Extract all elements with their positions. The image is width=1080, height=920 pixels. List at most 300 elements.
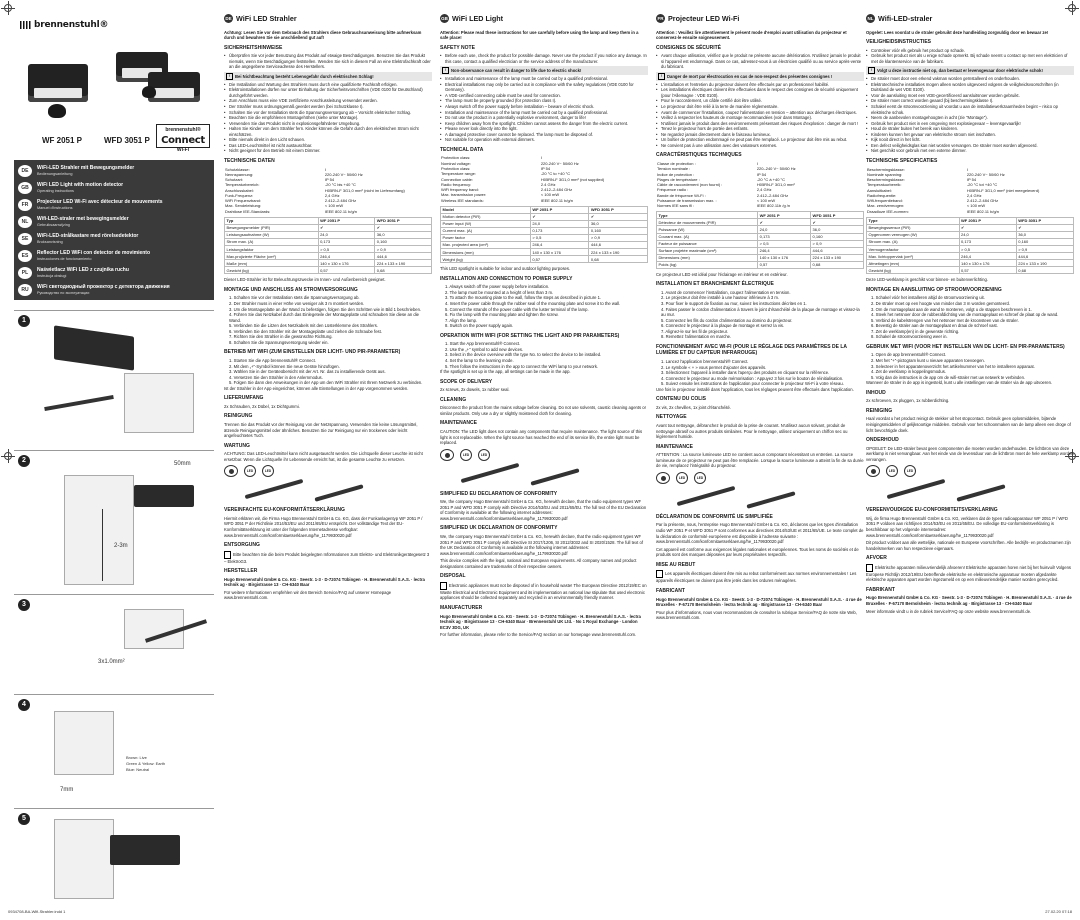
table-row: Radio frequency: 2.4 GHz bbox=[441, 181, 556, 187]
intro-text: Attention: Please read these instructions for use carefully before using the lamp and keep them in a safe place! bbox=[440, 29, 639, 41]
conformity-note: Dit product voldoet aan alle wettelijke, nationale en Europese voorschriften. Alle bedrijfs- en productnamen zijn handelsmerken van hun respectieve eigenaars. bbox=[866, 540, 1071, 551]
screwdriver-icon bbox=[461, 462, 520, 482]
screwdriver-icon bbox=[746, 491, 795, 509]
heading-maintenance: MAINTENANCE bbox=[656, 443, 693, 450]
list-item: 4. Zet de werklamp in koppelingsmodus. bbox=[871, 369, 946, 375]
wifi-steps bbox=[440, 341, 648, 369]
list-item: 5. Verbinden Sie die Litzen des Netzkabels mit den Lüsterklemme des Strahlers. bbox=[229, 323, 378, 329]
heading-uk-conformity: SIMPLIFIED UK DECLARATION OF CONFORMITY bbox=[440, 525, 558, 532]
safety-list-2 bbox=[440, 76, 648, 143]
list-item: • Voor de aansluiting moet een VDE-gecertificeerd aansluitsnoer worden gebruikt. bbox=[866, 93, 1074, 99]
list-item: 1. Start the App brennenstuhl® Connect. bbox=[445, 341, 521, 347]
manufacturer-address: Hugo Brennenstuhl GmbH & Co. KG · Seestr. 1-3 · D-72074 Tübingen · H. Brennenstuhl S.A.S. · 4 rue de Bruxelles · F-67170 Bernolsheim · lectra technik ag · Birgistrasse 13 · CH-6340 Baar bbox=[656, 596, 862, 608]
list-item: • Schakel eerst de stroomvoorziening uit voordat u aan de installatiewerkzaamheden begint – risico op elektrische schok. bbox=[866, 104, 1074, 115]
wifi-steps bbox=[656, 359, 864, 387]
step-number: 4 bbox=[18, 699, 30, 711]
cleaning-text: Trennen Sie das Produkt vor der Reinigung von der Netzspannung. Verwenden Sie keine Lösungsmittel, ätzende Reinigungsmittel oder ähnliches. Benutzen Sie zur Reinigung nur ein trockenes oder leicht angefeuchtetes Tuch. bbox=[224, 421, 418, 439]
warning-box: ! Volgt u deze instructie niet op, dan bestaat er levensgevaar door elektrische schok! bbox=[866, 66, 1074, 75]
diagram-step-1 bbox=[14, 310, 214, 448]
mounting-steps bbox=[656, 290, 864, 340]
disposal-text: Elektrische apparaten milieuvriendelijk afvoeren! Elektrische apparaten horen niet bij het huisvuil! Volgens Europese Richtlijn 2012/19/EU betreffende elektrische en elektronische apparatuur moeten afgedankte elektrische apparaten apart worden ingezameld en op een milieuvriendelijke manier worden gerecycled. bbox=[866, 564, 1071, 583]
list-item: 2. Use the „+" symbol to add new devices. bbox=[445, 346, 524, 352]
list-item: • N'utilisez jamais le produit dans des environnements présentant des risques d'explosion : danger de mort ! bbox=[656, 121, 864, 127]
wiring-box-image bbox=[54, 711, 114, 775]
list-item: • Die Installation und Wartung des Strahlers muss durch eine qualifizierte Fachkraft erfolgen. bbox=[224, 82, 432, 88]
table-row: Afmetingen (mm) 140 x 130 x 176 224 x 133 x 190 bbox=[867, 260, 1074, 267]
tools-image bbox=[224, 481, 432, 503]
manufacturer-address: Hugo Brennenstuhl GmbH & Co. KG · Seestr. 1-3 · D-72074 Tübingen · H. Brennenstuhl S.A.S. · lectra technik ag · Birgistrasse 13 · CH-6340 Baar bbox=[224, 576, 425, 588]
symbol-row bbox=[866, 465, 1074, 477]
list-item: 3. Sélectionnez l'appareil à installer dans l'aperçu des produits en cliquant sur la référence. bbox=[661, 370, 830, 376]
list-item: • Gebruik het product niet in een omgeving met explosiegevaar – levensgevaarlijk! bbox=[866, 121, 1074, 127]
language-title: Projecteur LED Wi-Fi avec détecteur de mouvements bbox=[37, 199, 163, 205]
list-item: • L'installation et l'entretien du projecteur doivent être effectués par un professionnel habilité. bbox=[656, 82, 864, 88]
model-label-wf2051: WF 2051 P bbox=[42, 136, 83, 145]
cable-spec-label: 3x1.0mm² bbox=[98, 659, 125, 665]
table-row: Classe de protection : I bbox=[657, 160, 758, 166]
table-row: Anschlusskabel: H05RN-F 3G1,0 mm² (nicht im Lieferumfang) bbox=[225, 187, 405, 193]
heading-mounting: MONTAGE EN AANSLUITING OP STROOMVOORZIENING bbox=[866, 286, 1002, 293]
wifi-steps bbox=[866, 352, 1074, 380]
list-item: • The lamp must be properly grounded (for protection class I). bbox=[440, 98, 648, 104]
heading-scope: INHOUD bbox=[866, 389, 886, 396]
language-title: WiFi светодиодный прожектор с детектора движения bbox=[37, 284, 170, 290]
list-item: 5. Suivez ensuite les instructions de l'application pour connecter le projecteur Wi-Fi à votre réseau. bbox=[661, 381, 844, 387]
list-item: 1. Open de app brennenstuhl® Connect. bbox=[871, 352, 947, 358]
screwdriver-icon bbox=[530, 468, 579, 486]
table-header-row: Typ WF 2051 P WFD 3051 P bbox=[225, 217, 432, 224]
table-row: Connection cable: H05RN-F 3G1,0 mm² (not supplied) bbox=[441, 176, 605, 182]
list-item: • Een defect veiligheidsglas kan niet worden vervangen. De straler moet worden afgevoerd. bbox=[866, 143, 1074, 149]
country-code-badge: DE bbox=[18, 165, 32, 177]
list-item: 1. Lancez l'application brennenstuhl® Connect. bbox=[661, 359, 749, 364]
list-item: 4. Versetzen Sie den Strahler in den Anlernmodus. bbox=[229, 374, 323, 380]
tech-data-table bbox=[224, 167, 432, 214]
list-item: • Electrical installations may only be carried out in compliance with the safety regulations (VDE 0100 for Germany). bbox=[440, 82, 648, 93]
list-item: • Ne regardez jamais directement dans le faisceau lumineux. bbox=[656, 132, 864, 138]
mounting-steps bbox=[224, 295, 432, 345]
wire-label-earth: Green & Yellow: Earth bbox=[126, 761, 166, 766]
lamp-symbol-icon bbox=[224, 465, 238, 477]
table-row: Opgenomen vermogen (W) 24,0 36,0 bbox=[867, 232, 1074, 239]
crop-mark-top-left bbox=[4, 4, 12, 12]
wall-image bbox=[54, 819, 114, 899]
list-item: • Überprüfen Sie vor jeder Benutzung das Produkt auf etwaige Beschädigungen. Benutzen Sie das Produkt niemals, wenn Sie Beschädigungen feststellen. Wenden Sie sich in diesem Fall an eine Elektrofachkraft oder an die angegebene Serviceadresse des Herstellers. bbox=[224, 53, 432, 70]
list-item: 8. Switch on the power supply again. bbox=[445, 323, 514, 329]
step-number: 2 bbox=[18, 455, 30, 467]
language-item-pl bbox=[18, 266, 214, 280]
list-item: 1. Avant de commencer l'installation, coupez l'alimentation en tension. bbox=[661, 289, 791, 295]
language-subtitle: Bedienungsanleitung bbox=[37, 171, 73, 176]
warning-box: ! Bei Nichtbeachtung besteht Lebensgefahr durch elektrischen Schlag! bbox=[224, 72, 432, 81]
table-row: Max. lichtopperviak (cm²) 246,4 444,6 bbox=[867, 253, 1074, 260]
screwdriver-icon bbox=[677, 486, 736, 506]
table-row: Surface projetée maximale (cm²) 246,4 444,6 bbox=[657, 247, 864, 254]
list-item: 4. Steek het netsnoer door de rubberafdichting van de montageplaat en schroef de plaat op de wand. bbox=[871, 312, 1059, 318]
heading-cleaning: REINIGUNG bbox=[224, 413, 253, 420]
list-item: • Avant chaque utilisation, vérifiez que le produit ne présente aucune détérioration. N'utilisez jamais le produit si l'appareil est endommagé. Dans ce cas, adressez-vous à un électricien qualifié ou au service après-vente du fabricant. bbox=[656, 53, 864, 70]
crossed-bin-icon bbox=[656, 570, 663, 578]
list-item: 3. Select in the device overview with the type No. to select the device to be installed. bbox=[445, 352, 602, 358]
crossed-bin-icon bbox=[866, 564, 873, 572]
table-row: Nennspannung: 220-240 V~ 50/60 Hz bbox=[225, 171, 363, 177]
heading-conformity: VEREINFACHTE EU-KONFORMITÄTSERKLÄRUNG bbox=[224, 507, 345, 514]
heading-mounting: MONTAGE UND ANSCHLUSS AN STROMVERSORGUNG bbox=[224, 286, 358, 293]
table-note: Deze LED-werklamp is geschikt voor binnen- en buitenverlichting. bbox=[866, 277, 988, 283]
list-item: • Controleer vóór elk gebruik het product op schade. bbox=[866, 48, 1074, 54]
country-code-badge: NL bbox=[867, 16, 874, 22]
heading-conformity: SIMPLIFIED EU DECLARATION OF CONFORMITY bbox=[440, 490, 558, 497]
intro-text: Attention : Veuillez lire attentivement le présent mode d'emploi avant utilisation du projecteur et conservez-le ensuite soigneusement. bbox=[656, 29, 847, 41]
language-subtitle: Instrucciones de funcionamiento bbox=[37, 256, 92, 261]
language-subtitle: Instrukcja obsługi bbox=[37, 273, 67, 278]
table-row: Dimensions (mm) 140 x 130 x 176 224 x 133 x 190 bbox=[657, 254, 864, 261]
led-replaceable-icon: LED bbox=[460, 449, 472, 461]
product-image bbox=[24, 46, 214, 153]
list-item: • A VDE-certified connecting cable must be used for connection. bbox=[440, 93, 648, 99]
language-item-ru bbox=[18, 283, 214, 297]
wifi-note: Une fois le projecteur installé dans l'application, tous les réglages peuvent être effectués dans l'application. bbox=[656, 386, 854, 392]
safety-list-2 bbox=[656, 82, 864, 149]
mounting-height-label: 2-3m bbox=[114, 543, 128, 549]
language-item-de bbox=[18, 164, 214, 178]
heading-tech: CARACTÉRISTIQUES TECHNIQUES bbox=[656, 152, 742, 159]
safety-list bbox=[866, 48, 1074, 65]
list-item: • Installation and maintenance of the lamp must be carried out by a qualified professional. bbox=[440, 110, 648, 116]
tools-image bbox=[440, 465, 648, 487]
table-row: WiFi Frequenzband: 2.412–2.484 GHz bbox=[225, 198, 357, 204]
country-code-badge: PL bbox=[18, 267, 32, 279]
table-row: Protection class: IP 54 bbox=[441, 165, 551, 171]
crop-mark-top-right bbox=[1068, 4, 1076, 12]
table-row: Max. projected area (cm²) 246,4 444,6 bbox=[441, 242, 648, 249]
table-row: Vermogensfactor > 0,5 > 0,9 bbox=[867, 246, 1074, 253]
brand-logo: brennenstuhl® bbox=[20, 20, 108, 32]
wifi-note: Wanneer de straler in de app is ingesteld, kunt u alle instellingen van de straler via de app uitvoeren. bbox=[866, 380, 1053, 386]
wifi-note: Ist der Strahler in der App eingerichtet, können alle Einstellungen in der App vorgenommen werden. bbox=[224, 385, 409, 391]
list-item: 2. Mit dem „+"-Symbol können Sie neue Geräte hinzufügen. bbox=[229, 363, 340, 369]
list-item: 7. Richten Sie den Strahler in die gewünschte Richtung. bbox=[229, 334, 333, 340]
language-subtitle: Руководство по эксплуатации bbox=[37, 290, 90, 295]
list-item: 5. Folgen Sie dann den Anweisungen in der App um den WiFi Strahler mit Ihrem Netzwerk zu verbinden. bbox=[229, 380, 423, 386]
model-comparison-table bbox=[656, 211, 864, 268]
dimension-label: 50mm bbox=[174, 461, 191, 467]
heading-wifi: BETRIEB MIT WIFI (ZUM EINSTELLEN DER LICHT- UND PIR-PARAMETER) bbox=[224, 349, 401, 356]
table-row: Bande de fréquence Wi-Fi : 2.412–2.484 GHz bbox=[657, 192, 789, 198]
wall-image bbox=[64, 475, 134, 585]
table-row: Protection class: I bbox=[441, 155, 542, 161]
list-item: • Always switch off the power supply before installation – beware of electric shock. bbox=[440, 104, 648, 110]
heading-wifi: FONCTIONNEMENT AVEC WI-FI (POUR LE RÉGLAGE DES PARAMÈTRES DE LA LUMIÈRE ET DU CAPTEUR INFRAROUGE) bbox=[656, 343, 847, 357]
wire-label-live: Brown: Live bbox=[126, 755, 147, 760]
tech-data-table bbox=[866, 167, 1074, 214]
heading-scope: SCOPE OF DELIVERY bbox=[440, 378, 493, 385]
scope-text: 2x screws, 2x dowels, 1x rubber seal. bbox=[440, 387, 510, 393]
list-item: • Verwenden Sie das Produkt nicht in explosionsgefährdeter Umgebung. bbox=[224, 121, 432, 127]
list-item: • Kinderen kunnen het gevaar van elektrische stroom niet inschatten. bbox=[866, 132, 1074, 138]
list-item: 3. Pour fixer le support de fixation au mur, suivez les instructions décrites en 1. bbox=[661, 300, 807, 306]
list-item: • Avant de commencer l'installation, coupez l'alimentation en tension – attention aux décharges électriques. bbox=[656, 110, 864, 116]
language-subtitle: Operating instructions bbox=[37, 188, 74, 193]
list-item: • Gebruik het product niet als u enige schade opmerkt. Bij schade neemt u contact op met een elektricien of met de klantenservice van de fabrikant. bbox=[866, 53, 1074, 64]
footer-timestamp: 27.02.20 07:18 bbox=[1045, 909, 1072, 914]
table-header-row: Type WF 2051 P WFD 3051 P bbox=[867, 217, 1074, 224]
screwdriver-icon bbox=[956, 484, 1005, 502]
list-item: • Halten Sie Kinder von dem Strahler fern. Kinder können die Gefahr durch den elektrischen Strom nicht einschätzen. bbox=[224, 126, 432, 137]
pir-sensor-icon bbox=[48, 104, 66, 118]
table-row: Temperature range: -20 °C to +40 °C bbox=[441, 171, 571, 177]
heading-manufacturer: HERSTELLER bbox=[224, 568, 258, 575]
list-item: • Zum Anschluss muss eine VDE zertifizierte Anschlussleitung verwendet werden. bbox=[224, 98, 432, 104]
table-row: Indice de protection : IP 54 bbox=[657, 171, 767, 177]
connect-badge: brennenstuhl® Connect Wi-Fi bbox=[156, 124, 210, 148]
heading-cleaning: REINIGING bbox=[866, 407, 893, 414]
language-subtitle: Gebruiksaanwijzing bbox=[37, 222, 70, 227]
table-row: Max. zendvermogen: < 100 mW bbox=[867, 203, 986, 209]
table-row: Tension nominale : 220–240 V~ 50/60 Hz bbox=[657, 166, 796, 172]
list-item: 5. Volg dan de instructies in de app om de wifi-straler met uw netwerk te verbinden. bbox=[871, 374, 1026, 380]
warning-box: ! Danger de mort par électrocution en cas de non-respect des présentes consignes ! bbox=[656, 72, 864, 81]
language-item-es bbox=[18, 249, 214, 263]
heading-scope: CONTENU DU COLIS bbox=[656, 396, 706, 403]
heading-wifi: OPERATION WITH WIFI (FOR SETTING THE LIGHT AND PIR PARAMETERS) bbox=[440, 332, 620, 339]
language-item-nl bbox=[18, 215, 214, 229]
heading-conformity: VEREENVOUDIGDE EU-CONFORMITEITSVERKLARING bbox=[866, 507, 998, 514]
list-item: • Le projecteur doit être relié à la terre de manière réglementaire. bbox=[656, 104, 864, 110]
disposal-text: Bitte beachten Sie die beim Produkt beigelegten Informationen zum Elektro- und Elektronikgerätegesetz 3 – ElektroG3. bbox=[224, 551, 430, 564]
country-code-badge: ES bbox=[18, 250, 32, 262]
heading-tech: TECHNICAL DATA bbox=[440, 146, 484, 153]
list-item: • Elektroinstallationen dürfen nur unter Einhaltung der Sicherheitsvorschriften (VDE 0100 für Deutschland) durchgeführt werden. bbox=[224, 87, 432, 98]
country-code-badge: SE bbox=[18, 233, 32, 245]
table-row: Beschermingsklasse: I bbox=[867, 166, 968, 172]
model-comparison-table bbox=[224, 217, 432, 274]
safety-list bbox=[224, 53, 432, 70]
scope-text: 2x Schrauben, 2x Dübel, 1x Dichtgummi. bbox=[224, 403, 300, 409]
brand-mark-icon bbox=[20, 21, 32, 29]
heading-wifi: GEBRUIK MET WIFI (VOOR HET INSTELLEN VAN DE LICHT- EN PIR-PARAMETERS) bbox=[866, 343, 1065, 350]
heading-manufacturer: FABRIKANT bbox=[866, 586, 895, 593]
language-item-gb bbox=[18, 181, 214, 195]
list-item: • A damaged protective cover cannot be replaced. The lamp must be disposed of. bbox=[440, 132, 648, 138]
list-item: 4. Führen Sie das Netzkabel durch das Einlegeteile der Montageplatte und schrauben Sie diese an die Wand. bbox=[229, 312, 419, 323]
intro-text: Opgelet: Lees voordat u de straler gebruikt deze handleiding zorgvuldig door en bewaar ze! bbox=[866, 29, 1049, 35]
list-item: 2. Le symbole « + » vous permet d'ajouter des appareils. bbox=[661, 364, 767, 370]
heading-tech: TECHNISCHE SPECIFICATIES bbox=[866, 157, 938, 164]
table-row: Gewicht (kg) 0,57 0,68 bbox=[225, 267, 432, 274]
heading-disposal: MISE AU REBUT bbox=[656, 561, 696, 568]
uk-conformity-text: We, the company Hugo Brennenstuhl GmbH & Co. KG, herewith declare, that the radio equipment types WF 2051 P and WFD 3051 P comply with Directive SI 2017/1206, SI 2012/3032 and SI 2020/1528. The full text of the UK Declaration of Conformity is available at the following internet addresses: www.brennenstuhl.com/konformitaetserklaerung/he_1179930020.pdf bbox=[440, 534, 643, 556]
table-row: Dimensions (mm) 140 x 130 x 176 224 x 133 x 190 bbox=[441, 249, 648, 256]
maintenance-text: ACHTUNG: Das LED-Leuchtmittel kann nicht ausgetauscht werden. Die Lichtquelle dieser Leuchte ist nicht ersetzbar. Wenn die Lichtquelle ihr Lebensende erreicht hat, ist die gesamte Leuchte zu ersetzen. bbox=[224, 451, 423, 462]
list-item: • Installation and maintenance of the lamp must be carried out by a qualified professional. bbox=[440, 76, 648, 82]
lamp-symbol-icon bbox=[866, 465, 880, 477]
manufacturer-note: For further information, please refer to the Service/FAQ section on our homepage www.brennenstuhl.com. bbox=[440, 632, 637, 638]
table-row: Leistungsaufnahme (W) 24,0 36,0 bbox=[225, 232, 432, 239]
list-item: 1. Schakel vóór het installeren altijd de stroomvoorziening uit. bbox=[871, 295, 985, 301]
list-item: 6. Connectez le projecteur à la plaque de montage et serrez la vis. bbox=[661, 323, 785, 329]
table-note: Dieser LED-Strahler ist für Beleuchtungszwecke im Innen- und Außenbereich geeignet. bbox=[224, 277, 386, 283]
list-item: 4. Set the lamp to the learning mode. bbox=[445, 357, 514, 363]
table-row: WiFi frequency band: 2.412–2.484 GHz bbox=[441, 187, 573, 193]
heading-safety: CONSIGNES DE SÉCURITÉ bbox=[656, 44, 722, 51]
list-item: 3. Um die Montageplatte an der Wand zu befestigen, folgen Sie den Schritten wie in Bild 1 beschrieben. bbox=[229, 306, 422, 312]
list-item: • De straler moet correct worden geaard (bij beschermingsklasse I). bbox=[866, 98, 1074, 104]
wifi-steps bbox=[224, 358, 432, 386]
list-item: 5. Verbind de kabelstrengen van het netsnoer met de kroonsteen van de straler. bbox=[871, 317, 1019, 323]
table-row: Strom max. (A) 0,173 0,160 bbox=[225, 239, 432, 246]
table-note: Ce projecteur LED est idéal pour l'éclairage en intérieur et en extérieur. bbox=[656, 271, 788, 277]
safety-list-2 bbox=[866, 76, 1074, 154]
column-fr bbox=[656, 14, 864, 904]
language-subtitle: Bruksanvisning bbox=[37, 239, 63, 244]
country-code-badge: DE bbox=[225, 16, 232, 22]
disposal-text: Les appareils électriques doivent être mis au rebut conformément aux normes environnementales ! Les appareils électriques ne doivent pas être jetés dans les ordures ménagères. bbox=[656, 571, 857, 584]
list-item: • Keep children away from the spotlight. Children cannot assess the danger from the electric current. bbox=[440, 121, 648, 127]
table-row: Drahtlose IEE-Standards: IEEE 802.11 b/g/n bbox=[225, 208, 357, 214]
symbol-row bbox=[656, 472, 864, 484]
table-row: Wireless IEE standards: IEEE 802.11 b/g/n bbox=[441, 197, 573, 203]
cleaning-text: Disconnect the product from the mains voltage before cleaning. Do not use solvents, caustic cleaning agents or similar products. Only use a dry or slightly moistened cloth for cleaning. bbox=[440, 405, 647, 416]
table-row: Maße (mm) 140 x 130 x 176 224 x 133 x 190 bbox=[225, 260, 432, 267]
heading-maintenance: WARTUNG bbox=[224, 442, 250, 449]
led-replaceable-icon: LED bbox=[676, 472, 688, 484]
language-item-se bbox=[18, 232, 214, 246]
table-row: Draadloze IEE-normen: IEEE 802.11 b/g/n bbox=[867, 208, 999, 214]
led-not-replaceable-icon: LED bbox=[478, 449, 490, 461]
list-item: 2. De straler moet op een hoogte van minder dan 3 m worden gemonteerd. bbox=[871, 300, 1010, 306]
table-header-row: Type WF 2051 P WFD 3051 P bbox=[657, 212, 864, 219]
table-row: Motion detector (PIR) ✔ ✔ bbox=[441, 213, 648, 220]
list-item: • Not suitable for operation with external dimmers. bbox=[440, 137, 648, 143]
list-item: • Elektrotechnische installaties mogen alleen worden uitgevoerd volgens de veiligheidsvoorschriften (in Duitsland de wet VDE 0100). bbox=[866, 82, 1074, 93]
lamp-side-view-image bbox=[54, 325, 134, 370]
list-item: • Please never look directly into the light. bbox=[440, 126, 648, 132]
language-title: WiFi-LED Strahler mit Bewegungsmelder bbox=[37, 165, 135, 171]
language-item-fr bbox=[18, 198, 214, 212]
height-arrow bbox=[102, 509, 103, 581]
symbol-row bbox=[440, 449, 648, 461]
table-row: Puissance de transmission max. : < 100 mW bbox=[657, 197, 776, 203]
table-row: Max. transmission power: < 100 mW bbox=[441, 192, 560, 198]
table-header-row: Model WF 2051 P WFD 3051 P bbox=[441, 206, 648, 213]
table-row: Courant max. (A) 0,173 0,160 bbox=[657, 233, 864, 240]
country-code-badge: FR bbox=[657, 16, 664, 22]
table-row: Temperaturbereich: -20 °C bis +40 °C bbox=[225, 182, 356, 188]
table-row: Weight (kg) 0,57 0,68 bbox=[441, 256, 648, 263]
heading-manufacturer: FABRICANT bbox=[656, 587, 685, 594]
conformity-text: Wij, de firma Hugo Brennenstuhl GmbH & Co. KG, verklaren dat de typen radioapparatuur WF 2051 P / WFD 3051 P voldoen aan richtlijnen 2014/53/EU en 2011/65/EU. De volledige EU-conformiteitsverklaring is beschikbaar op het volgende internetadres: www.brennenstuhl.com/konformitaetserklaerung/he_1179930020.pdf bbox=[866, 515, 1068, 538]
table-row: Nominal voltage: 220-240 V~ 50/60 Hz bbox=[441, 160, 579, 166]
diagram-step-2 bbox=[14, 450, 214, 592]
intro-text: Achtung: Lesen Sie vor dem Gebrauch des Strahlers diese Gebrauchsanweisung bitte aufmerksam durch und bewahren Sie sie anschließend gut auf! bbox=[224, 29, 422, 41]
step-number: 1 bbox=[18, 315, 30, 327]
list-item: • Beachten Sie die empfohlenen Montagehöhen (siehe unter Montage). bbox=[224, 115, 432, 121]
list-item: • De straler moet door een erkend vakman worden geïnstalleerd en onderhouden. bbox=[866, 76, 1074, 82]
table-row: Temperatuurbereik: -20 °C tot +40 °C bbox=[867, 182, 998, 188]
footer-file-info: 0934708-BA-Wifi-Strahler.indd 1 bbox=[8, 909, 66, 914]
list-item: • Do not use the product in a potentially explosive environment, danger to life! bbox=[440, 115, 648, 121]
lamp-wf2051-image bbox=[28, 64, 88, 102]
table-row: Funk-Frequenz: 2,4 GHz bbox=[225, 192, 340, 198]
language-title: Reflector LED WiFi con detector de movimiento bbox=[37, 250, 151, 256]
table-row: Radiofrequentie: 2,4 GHz bbox=[867, 192, 982, 198]
table-note: This LED spotlight is suitable for indoor and outdoor lighting purposes. bbox=[440, 266, 571, 272]
list-item: 7. Alignez-le sur les fil de projecteur. bbox=[661, 328, 729, 334]
list-item: • Les installations électriques doivent être effectuées dans le respect des consignes de sécurité uniquement (pour l'Allemagne : VDE 0100). bbox=[656, 87, 864, 98]
list-item: 6. Verbinden Sie den Strahler mit der Montageplatte und ziehen die Schraube fest. bbox=[229, 328, 382, 334]
conformity-text: Par la présente, nous, l'entreprise Hugo Brennenstuhl GmbH & Co. KG, déclarons que les types d'installation radio WF 2051 P et WFD 3051 P sont conformes aux directives 2014/53/UE et 2011/65/UE. Le texte complet de la déclaration de conformité européenne est disponible à l'adresse suivante : www.brennenstuhl.com/konformitaetserklaerung/he_1179930020.pdf bbox=[656, 522, 864, 545]
maintenance-text: ATTENTION : La source lumineuse LED ne contient aucun composant nécessitant un entretien. La source lumineuse de ce projecteur ne peut pas être remplacée. Lorsque la source lumineuse a atteint la fin de sa durée de vie, remplacez l'intégralité du projecteur. bbox=[656, 452, 864, 469]
list-item: 2. Der Strahler muss in einer Höhe von weniger als 3 m montiert werden. bbox=[229, 300, 365, 306]
list-item: 3. Wählen Sie in der Geräteübersicht mit der Art. Nr. das zu installierende Gerät aus. bbox=[229, 369, 386, 375]
safety-list bbox=[656, 53, 864, 70]
list-item: • Before each use, check the product for possible damage. Never use the product if you notice any damage. In this case, contact a qualified electrician or the service address of the manufacturer. bbox=[440, 53, 648, 64]
country-code-badge: GB bbox=[18, 182, 32, 194]
cover-column bbox=[14, 14, 214, 904]
table-row: Schutzart: IP 54 bbox=[225, 177, 335, 183]
list-item: 5. Connectez les fils du cordon d'alimentation au domino du projecteur. bbox=[661, 317, 793, 323]
list-item: 7. Align the lamp. bbox=[445, 317, 478, 323]
diagram-step-3 bbox=[14, 594, 214, 692]
heading-tech: TECHNISCHE DATEN bbox=[224, 157, 275, 164]
list-item: 3. To attach the mounting plate to the wall, follow the steps as described in picture 1. bbox=[445, 295, 602, 301]
language-title: WiFi-LED-strålkastare med rörelsedetektor bbox=[37, 233, 139, 239]
pir-sensor-icon bbox=[142, 86, 156, 98]
language-subtitle: Manuel d'instructions bbox=[37, 205, 73, 210]
heading-mounting: INSTALLATION ET BRANCHEMENT ÉLECTRIQUE bbox=[656, 281, 774, 288]
heading-disposal: ENTSORGUNG bbox=[224, 542, 260, 549]
lamp-symbol-icon bbox=[440, 449, 454, 461]
list-item: • Nicht geeignet für den Betrieb mit einem Dimmer. bbox=[224, 148, 432, 154]
heading-disposal: AFVOER bbox=[866, 555, 887, 562]
column-en bbox=[440, 14, 648, 904]
list-item: 1. Always switch off the power supply before installation. bbox=[445, 284, 550, 290]
table-row: Détecteur de mouvements (PIR) ✔ ✔ bbox=[657, 219, 864, 226]
heading-maintenance: MAINTENANCE bbox=[440, 420, 477, 427]
tech-data-table bbox=[656, 161, 864, 208]
crossed-bin-icon bbox=[440, 582, 447, 590]
screwdriver-icon bbox=[314, 484, 363, 502]
table-row: Poids (kg) 0,57 0,68 bbox=[657, 261, 864, 268]
heading-scope: LIEFERUMFANG bbox=[224, 395, 264, 402]
lamp-symbol-icon bbox=[656, 472, 670, 484]
disposal-text: Electronic appliances must not be disposed of in household waste! The European Directive 2012/19/EC on Waste Electrical and Electronic Equipment and its implementation as national law stipulate that used electronic appliances should be collected separately and recycled in an environmentally friendly manner. bbox=[440, 583, 647, 601]
table-row: Aansluitkabel: H05RN-F 3G1,0 mm² (niet meegeleverd) bbox=[867, 187, 1040, 193]
model-label-wfd3051: WFD 3051 P bbox=[104, 136, 150, 145]
list-item: 4. Faites passer le cordon d'alimentation à travers le joint d'étanchéité de la plaque de montage et vissez-la au mur. bbox=[661, 306, 860, 318]
heading-cleaning: NETTOYAGE bbox=[656, 414, 687, 421]
uk-note: This device complies with the legal, national and European requirements. All company names and product designations contained are trademarks of their respective owners. bbox=[440, 558, 637, 569]
list-item: • Houd de straler buiten het bereik van kinderen. bbox=[866, 126, 1074, 132]
diagram-step-5 bbox=[14, 808, 214, 902]
table-row: Current max. (A) 0,173 0,160 bbox=[441, 227, 648, 234]
model-comparison-table bbox=[866, 217, 1074, 274]
table-row: Max.projizierte Fläche (cm²) 246,4 444,6 bbox=[225, 253, 432, 260]
manufacturer-note: Meer informatie vindt u in de rubriek Service/FAQ op onze website www.brennenstuhl.de. bbox=[866, 608, 1032, 614]
heading-safety: SAFETY NOTE bbox=[440, 44, 475, 51]
table-row: Normes IEE sans fil : IEEE 802.11b /g /n bbox=[657, 203, 791, 209]
list-item: 6. Bevestig de straler aan de montageplaat en draai de schroef vast. bbox=[871, 323, 998, 329]
led-replaceable-icon: LED bbox=[244, 465, 256, 477]
heading-maintenance: ONDERHOUD bbox=[866, 437, 899, 444]
list-item: • Veillez à respecter les hauteurs de montage recommandées (voir dans Montage). bbox=[656, 115, 864, 121]
table-row: Stroom max. (A) 0,173 0,160 bbox=[867, 239, 1074, 246]
list-item: • Das LED-Leuchtmittel ist nicht austauschbar. bbox=[224, 143, 432, 149]
country-code-badge: FR bbox=[18, 199, 32, 211]
language-title: Naświetlacz WiFi LED z czujnika ruchu bbox=[37, 267, 129, 273]
list-item: 3. Om de montageplaat aan de wand te monteren, volgt u de stappen beschreven in 1. bbox=[871, 306, 1032, 312]
